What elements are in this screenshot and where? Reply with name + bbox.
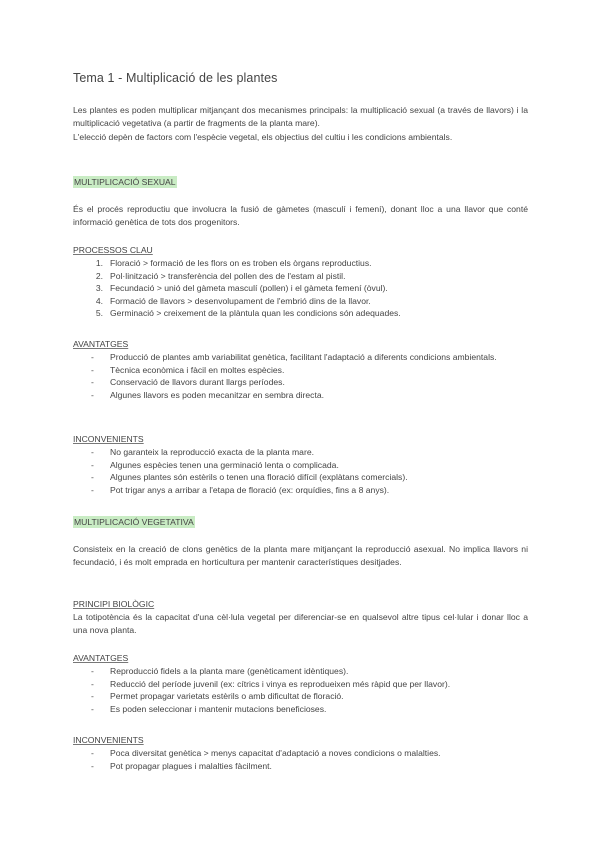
list-item: - Reproducció fidels a la planta mare (genèticament idèntiques).	[91, 666, 349, 676]
vegetative-advantages-list	[73, 665, 528, 715]
list-item: - Permet propagar varietats estèrils o amb dificultat de floració.	[91, 691, 344, 702]
subheading-sexual-advantages: AVANTATGES	[73, 339, 129, 349]
subheading-principle: PRINCIPI BIOLÒGIC	[73, 599, 155, 609]
list-item: - Algunes llavors es poden mecanitzar en sembra directa.	[91, 389, 325, 400]
list-item: - Poca diversitat genètica > menys capacitat d'adaptació a noves condicions o malalties.	[91, 748, 441, 758]
list-item: - Conservació de llavors durant llargs períodes.	[91, 377, 285, 388]
vegetative-definition: Consisteix en la creació de clons genètics de la planta mare mitjançant la reproducció asexual. No implica llavors ni fecundació, i és molt emprada en horticultura per mantenir característiques desitjades.	[73, 544, 528, 567]
list-item: 4. Formació de llavors > desenvolupament de l'embrió dins de la llavor.	[95, 295, 371, 306]
list-item: - Reducció del període juvenil (ex: cítrics i vinya es reprodueixen més ràpid que per llavor).	[91, 678, 451, 689]
sexual-definition: És el procés reproductiu que involucra la fusió de gàmetes (masculí i femení), donant lloc a una llavor que conté informació genètica de tots dos progenitors.	[73, 204, 528, 227]
subheading-vegetative-advantages: AVANTATGES	[73, 653, 129, 663]
list-item: - Es poden seleccionar i mantenir mutacions beneficioses.	[91, 703, 327, 714]
subheading-vegetative-disadvantages: INCONVENIENTS	[73, 735, 144, 745]
list-item: 3. Fecundació > unió del gàmeta masculí (pollen) i el gàmeta femení (òvul).	[95, 283, 388, 294]
list-item: - Producció de plantes amb variabilitat genètica, facilitant l'adaptació a diferents condicions ambientals.	[91, 352, 497, 362]
list-item: - Pot propagar plagues i malalties fàcilment.	[91, 760, 272, 771]
processes-list	[73, 257, 528, 320]
list-item: 5. Germinació > creixement de la plàntula quan les condicions són adequades.	[95, 308, 401, 319]
sexual-advantages-list	[73, 351, 528, 401]
list-item: - Algunes espècies tenen una germinació lenta o complicada.	[91, 459, 339, 470]
subheading-sexual-disadvantages: INCONVENIENTS	[73, 434, 144, 444]
principle-text: La totipotència és la capacitat d'una cèl·lula vegetal per diferenciar-se en qualsevol altre tipus cel·lular i donar lloc a una nova planta.	[73, 612, 528, 635]
vegetative-disadvantages-list	[73, 747, 528, 772]
section-heading-vegetative: MULTIPLICACIÓ VEGETATIVA	[74, 517, 194, 527]
subheading-processes: PROCESSOS CLAU	[73, 245, 153, 255]
intro-paragraph-1: Les plantes es poden multiplicar mitjançant dos mecanismes principals: la multiplicació sexual (a través de llavors) i la multiplicació vegetativa (a partir de fragments de la planta mare).	[73, 105, 528, 128]
sexual-disadvantages-list	[73, 446, 528, 496]
list-item: 2. Pol·linització > transferència del pollen des de l'estam al pistil.	[95, 270, 346, 281]
page-title: Tema 1 - Multiplicació de les plantes	[73, 71, 278, 85]
intro-paragraph-2: L'elecció depèn de factors com l'espècie vegetal, els objectius del cultiu i les condicions ambientals.	[73, 132, 453, 142]
list-item: - Tècnica econòmica i fàcil en moltes espècies.	[91, 364, 285, 375]
section-heading-sexual: MULTIPLICACIÓ SEXUAL	[74, 177, 176, 187]
list-item: - Algunes plantes són estèrils o tenen una floració difícil (explàtans comercials).	[91, 472, 408, 483]
list-item: - Pot trigar anys a arribar a l'etapa de floració (ex: orquídies, fins a 8 anys).	[91, 484, 390, 495]
list-item: 1. Floració > formació de les flors on es troben els òrgans reproductius.	[95, 258, 372, 268]
list-item: - No garanteix la reproducció exacta de la planta mare.	[91, 447, 314, 457]
